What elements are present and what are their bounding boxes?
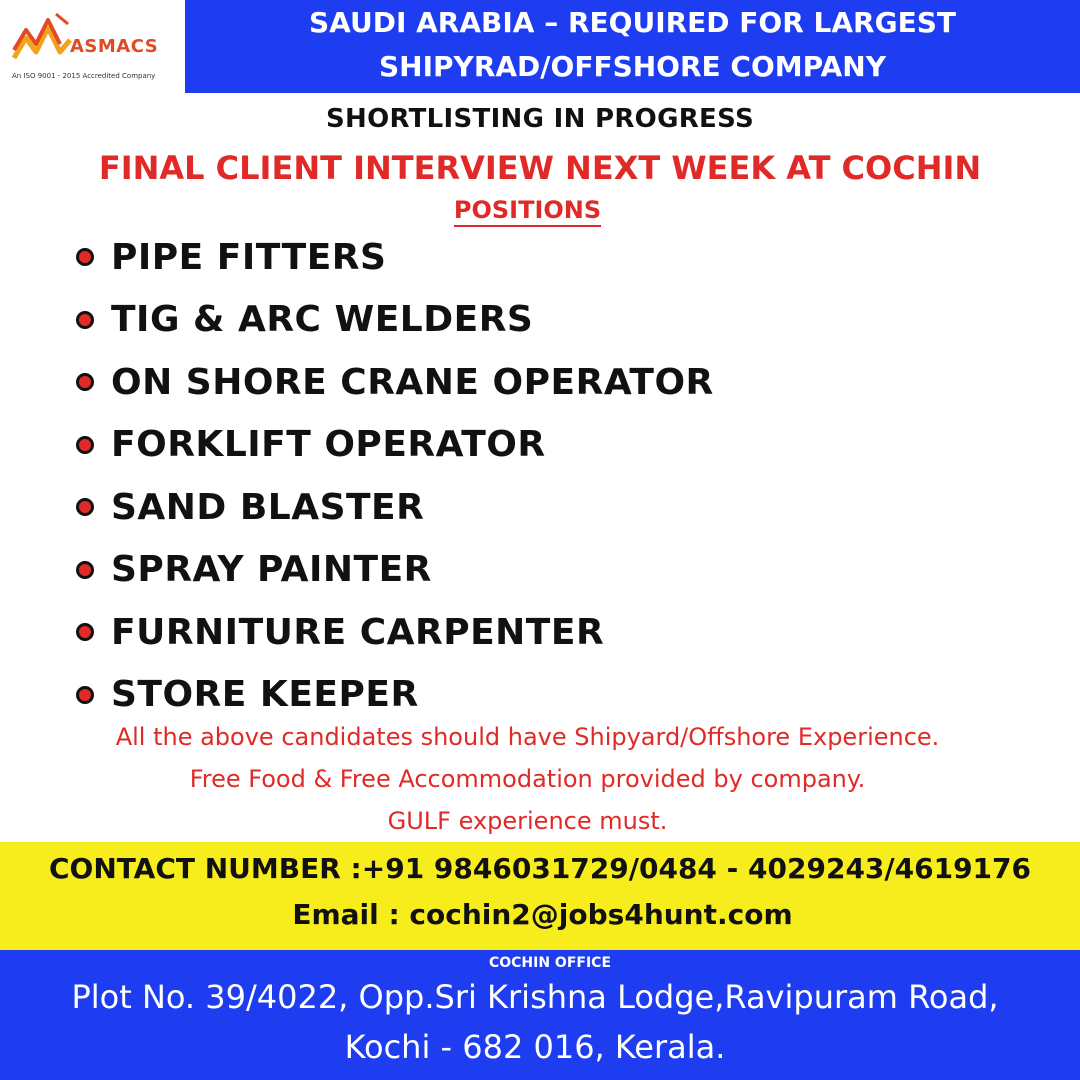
bullet-icon [76, 686, 94, 704]
office-heading: COCHIN OFFICE [488, 955, 612, 971]
interview-announcement: FINAL CLIENT INTERVIEW NEXT WEEK AT COCHIN [98, 149, 982, 187]
position-label: SAND BLASTER [111, 486, 425, 528]
contact-section [0, 842, 1080, 950]
bullet-icon [76, 561, 94, 579]
bullet-icon [76, 498, 94, 516]
note-experience: All the above candidates should have Shipyard/Offshore Experience. [115, 723, 940, 751]
list-item [76, 351, 714, 414]
note-gulf: GULF experience must. [387, 807, 668, 835]
office-section [0, 950, 1080, 1080]
logo-wordmark: ASMACS [70, 36, 159, 57]
requirements-notes [0, 716, 1055, 842]
bullet-icon [76, 436, 94, 454]
mountain-logo-icon [12, 10, 72, 65]
bullet-icon [76, 373, 94, 391]
position-label: PIPE FITTERS [111, 236, 387, 278]
list-item [76, 539, 714, 602]
position-label: FORKLIFT OPERATOR [111, 424, 546, 466]
list-item [76, 476, 714, 539]
bullet-icon [76, 248, 94, 266]
logo-tagline: An ISO 9001 - 2015 Accredited Company [12, 72, 156, 80]
status-text: SHORTLISTING IN PROGRESS [326, 104, 754, 134]
positions-heading-label: POSITIONS [454, 196, 601, 227]
list-item [76, 289, 714, 352]
position-label: FURNITURE CARPENTER [111, 611, 605, 653]
position-label: STORE KEEPER [111, 674, 419, 716]
contact-email: Email : cochin2@jobs4hunt.com [292, 898, 793, 931]
positions-heading [0, 196, 1055, 224]
position-label: ON SHORE CRANE OPERATOR [111, 361, 714, 403]
list-item [76, 601, 714, 664]
contact-number: CONTACT NUMBER :+91 9846031729/0484 - 4029243/4619176 [48, 852, 1032, 885]
list-item [76, 414, 714, 477]
bullet-icon [76, 311, 94, 329]
positions-list [76, 226, 714, 726]
office-address-line-1: Plot No. 39/4022, Opp.Sri Krishna Lodge,Ravipuram Road, [71, 978, 999, 1016]
note-benefits: Free Food & Free Accommodation provided by company. [189, 765, 866, 793]
company-logo [0, 0, 185, 92]
headline-line-1: SAUDI ARABIA – REQUIRED FOR LARGEST [309, 6, 956, 39]
headline-line-2: SHIPYRAD/OFFSHORE COMPANY [379, 50, 886, 83]
position-label: TIG & ARC WELDERS [111, 299, 534, 341]
headline-banner [185, 0, 1080, 93]
office-address-line-2: Kochi - 682 016, Kerala. [344, 1028, 726, 1066]
bullet-icon [76, 623, 94, 641]
position-label: SPRAY PAINTER [111, 549, 432, 591]
list-item [76, 226, 714, 289]
